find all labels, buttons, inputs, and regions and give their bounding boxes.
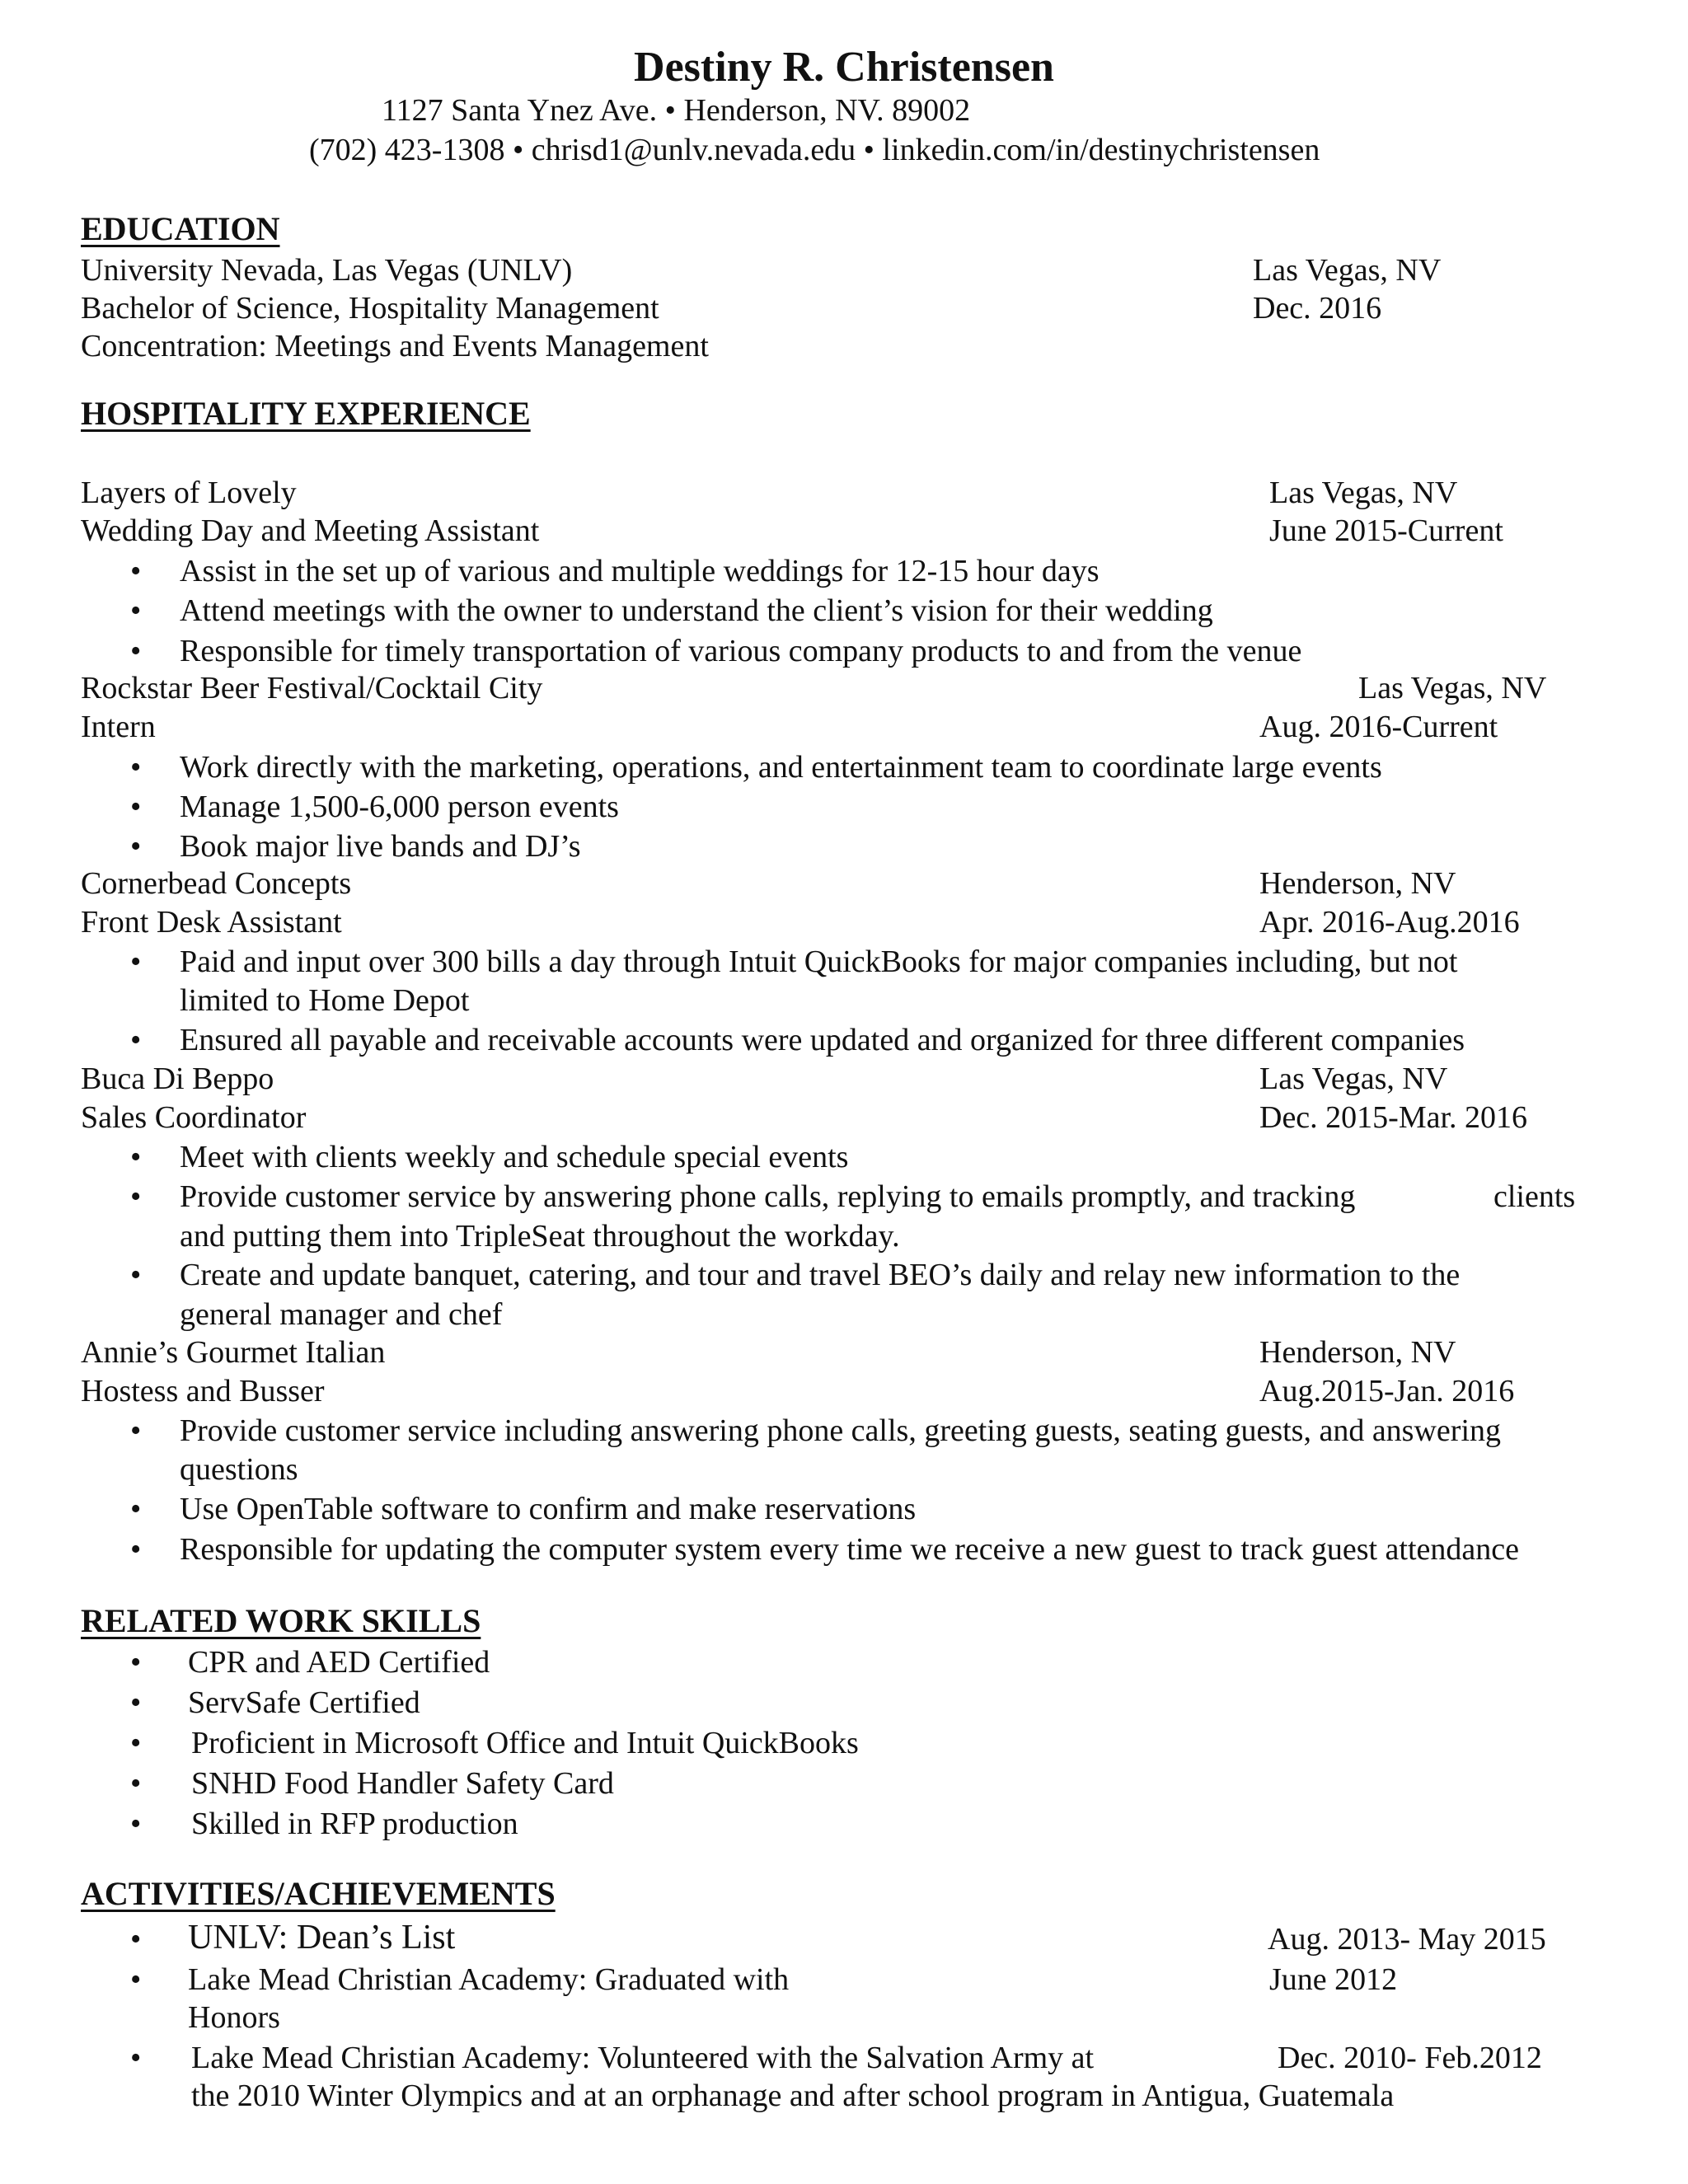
- bullet-icon: •: [130, 1140, 142, 1174]
- job-location: Las Vegas, NV: [1358, 671, 1547, 705]
- bullet-icon: •: [130, 1922, 142, 1957]
- bullet-icon: •: [130, 750, 142, 785]
- education-heading: EDUCATION: [81, 210, 280, 247]
- job-bullet-continued: questions: [180, 1452, 298, 1487]
- job-bullet: Ensured all payable and receivable accounts were updated and organized for three different companies: [180, 1023, 1465, 1057]
- job-dates: June 2015-Current: [1269, 513, 1503, 548]
- bullet-icon: •: [130, 1962, 142, 1997]
- candidate-name: Destiny R. Christensen: [634, 44, 1054, 91]
- activity-dates: June 2012: [1269, 1962, 1398, 1997]
- skills-heading: RELATED WORK SKILLS: [81, 1602, 481, 1639]
- job-company: Cornerbead Concepts: [81, 866, 352, 901]
- address-line: 1127 Santa Ynez Ave. • Henderson, NV. 89002: [382, 93, 971, 128]
- job-company: Layers of Lovely: [81, 476, 297, 510]
- bullet-icon: •: [130, 1766, 142, 1801]
- bullet-icon: •: [130, 1413, 142, 1448]
- job-title: Wedding Day and Meeting Assistant: [81, 513, 540, 548]
- bullet-icon: •: [130, 1685, 142, 1720]
- skill-item: Proficient in Microsoft Office and Intuit QuickBooks: [191, 1726, 859, 1760]
- job-bullet-spaced-word: clients: [1493, 1179, 1576, 1214]
- job-bullet: Work directly with the marketing, operations, and entertainment team to coordinate large events: [180, 750, 1382, 785]
- job-title: Intern: [81, 710, 156, 744]
- education-location: Las Vegas, NV: [1253, 253, 1442, 288]
- bullet-icon: •: [130, 829, 142, 864]
- skill-item: CPR and AED Certified: [188, 1645, 490, 1680]
- job-company: Buca Di Beppo: [81, 1062, 274, 1096]
- activity-item-continued: the 2010 Winter Olympics and at an orphanage and after school program in Antigua, Guatemala: [191, 2079, 1395, 2113]
- job-bullet: Provide customer service including answering phone calls, greeting guests, seating guests, and answering: [180, 1413, 1501, 1448]
- job-bullet: Use OpenTable software to confirm and make reservations: [180, 1492, 917, 1526]
- job-bullet: Manage 1,500-6,000 person events: [180, 790, 619, 824]
- skill-item: Skilled in RFP production: [191, 1807, 518, 1841]
- job-dates: Aug. 2016-Current: [1259, 710, 1498, 744]
- job-title: Front Desk Assistant: [81, 905, 342, 940]
- job-company: Rockstar Beer Festival/Cocktail City: [81, 671, 543, 705]
- job-company: Annie’s Gourmet Italian: [81, 1335, 386, 1370]
- job-bullet-continued: and putting them into TripleSeat throughout the workday.: [180, 1219, 900, 1254]
- job-bullet-continued: limited to Home Depot: [180, 983, 470, 1018]
- bullet-icon: •: [130, 1023, 142, 1057]
- bullet-icon: •: [130, 1726, 142, 1760]
- skill-item: SNHD Food Handler Safety Card: [191, 1766, 614, 1801]
- experience-heading: HOSPITALITY EXPERIENCE: [81, 395, 531, 432]
- bullet-icon: •: [130, 1645, 142, 1680]
- job-bullet: Create and update banquet, catering, and tour and travel BEO’s daily and relay new information to the: [180, 1258, 1461, 1292]
- bullet-icon: •: [130, 1532, 142, 1567]
- job-location: Henderson, NV: [1259, 1335, 1456, 1370]
- education-concentration: Concentration: Meetings and Events Management: [81, 329, 709, 363]
- education-school: University Nevada, Las Vegas (UNLV): [81, 253, 573, 288]
- job-bullet: Responsible for timely transportation of various company products to and from the venue: [180, 634, 1302, 668]
- job-title: Hostess and Busser: [81, 1374, 325, 1408]
- activity-dates: Aug. 2013- May 2015: [1268, 1922, 1546, 1957]
- job-bullet: Meet with clients weekly and schedule special events: [180, 1140, 849, 1174]
- contact-line: (702) 423-1308 • chrisd1@unlv.nevada.edu • linkedin.com/in/destinychristensen: [309, 133, 1320, 167]
- bullet-icon: •: [130, 2041, 142, 2075]
- bullet-icon: •: [130, 790, 142, 824]
- job-location: Las Vegas, NV: [1259, 1062, 1448, 1096]
- job-bullet: Paid and input over 300 bills a day through Intuit QuickBooks for major companies including, but not: [180, 944, 1458, 979]
- job-title: Sales Coordinator: [81, 1100, 307, 1135]
- job-bullet: Assist in the set up of various and multiple weddings for 12-15 hour days: [180, 554, 1100, 588]
- activity-item: Lake Mead Christian Academy: Graduated with: [188, 1962, 790, 1997]
- activity-item-continued: Honors: [188, 2000, 280, 2035]
- activity-item: UNLV: Dean’s List: [188, 1919, 456, 1957]
- activity-dates: Dec. 2010- Feb.2012: [1278, 2041, 1542, 2075]
- activity-item: Lake Mead Christian Academy: Volunteered with the Salvation Army at: [191, 2041, 1095, 2075]
- job-bullet: Responsible for updating the computer system every time we receive a new guest to track guest attendance: [180, 1532, 1520, 1567]
- job-bullet: Provide customer service by answering phone calls, replying to emails promptly, and tracking: [180, 1179, 1356, 1214]
- bullet-icon: •: [130, 944, 142, 979]
- job-location: Henderson, NV: [1259, 866, 1456, 901]
- job-dates: Dec. 2015-Mar. 2016: [1259, 1100, 1528, 1135]
- bullet-icon: •: [130, 1179, 142, 1214]
- bullet-icon: •: [130, 1492, 142, 1526]
- activities-heading: ACTIVITIES/ACHIEVEMENTS: [81, 1875, 556, 1912]
- education-date: Dec. 2016: [1253, 291, 1382, 326]
- education-degree: Bachelor of Science, Hospitality Management: [81, 291, 659, 326]
- job-bullet: Book major live bands and DJ’s: [180, 829, 581, 864]
- job-dates: Aug.2015-Jan. 2016: [1259, 1374, 1515, 1408]
- bullet-icon: •: [130, 634, 142, 668]
- job-location: Las Vegas, NV: [1269, 476, 1458, 510]
- bullet-icon: •: [130, 1258, 142, 1292]
- bullet-icon: •: [130, 554, 142, 588]
- job-bullet-continued: general manager and chef: [180, 1297, 503, 1332]
- job-dates: Apr. 2016-Aug.2016: [1259, 905, 1520, 940]
- bullet-icon: •: [130, 593, 142, 628]
- job-bullet: Attend meetings with the owner to understand the client’s vision for their wedding: [180, 593, 1213, 628]
- skill-item: ServSafe Certified: [188, 1685, 420, 1720]
- bullet-icon: •: [130, 1807, 142, 1841]
